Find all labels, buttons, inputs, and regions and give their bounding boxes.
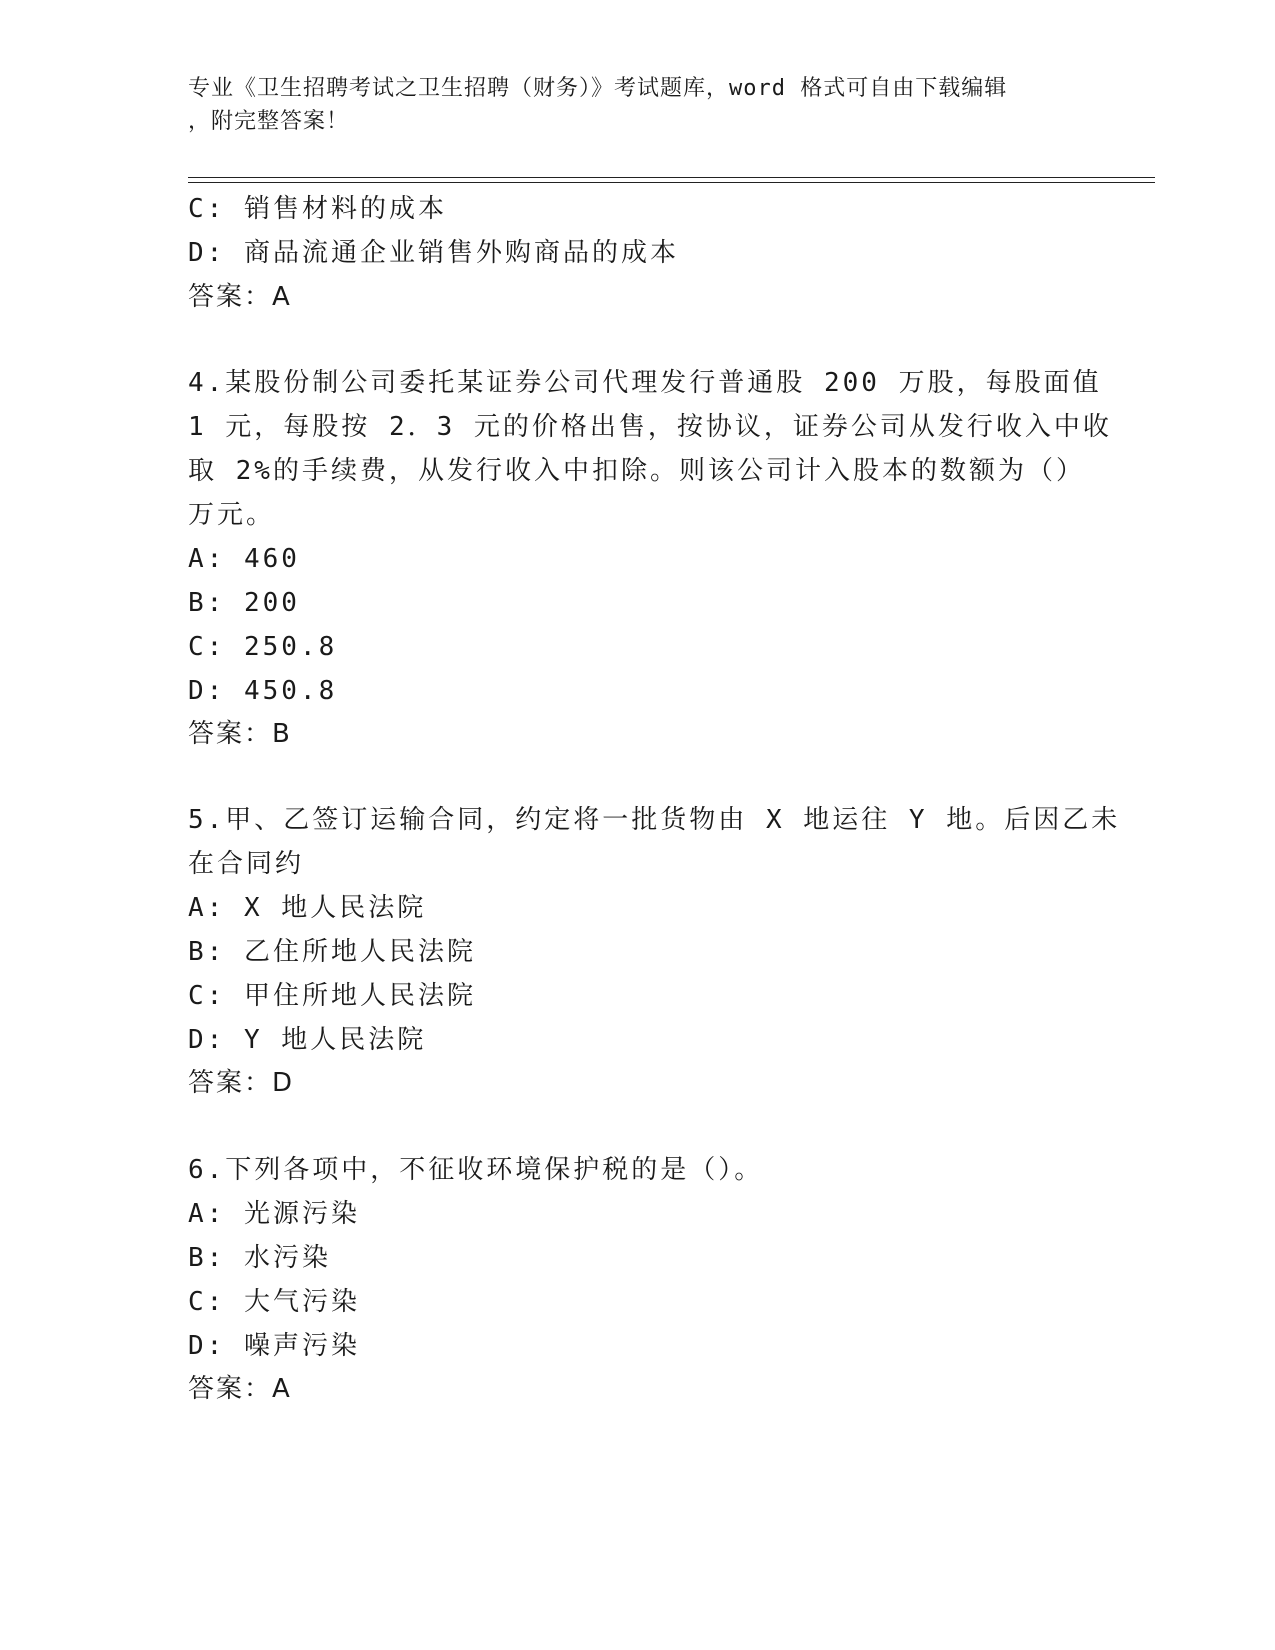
q6-option-b: B: 水污染 — [188, 1243, 331, 1273]
q4-option-c: C: 250.8 — [188, 632, 338, 662]
header-line-1: 专业《卫生招聘考试之卫生招聘（财务）》考试题库，word 格式可自由下载编辑 — [188, 76, 1008, 101]
q3-option-c: C: 销售材料的成本 — [188, 194, 447, 224]
q5-stem-line-1: 5.甲、乙签订运输合同，约定将一批货物由 X 地运往 Y 地。后因乙未 — [188, 805, 1121, 835]
q4-option-d: D: 450.8 — [188, 676, 338, 706]
q5-stem-line-2: 在合同约 — [188, 849, 305, 879]
q6-stem-line-1: 6.下列各项中，不征收环境保护税的是（）。 — [188, 1155, 764, 1185]
q6-answer: 答案：A — [188, 1374, 292, 1404]
q4-option-b: B: 200 — [188, 588, 300, 618]
q4-answer: 答案：B — [188, 719, 292, 749]
q4-stem-line-1: 4.某股份制公司委托某证券公司代理发行普通股 200 万股，每股面值 — [188, 368, 1102, 398]
q3-option-d: D: 商品流通企业销售外购商品的成本 — [188, 238, 679, 268]
q5-answer: 答案：D — [188, 1068, 295, 1098]
q4-stem-line-3: 取 2%的手续费，从发行收入中扣除。则该公司计入股本的数额为（） — [188, 456, 1085, 486]
header-divider-bottom — [188, 182, 1155, 183]
q5-option-a: A: X 地人民法院 — [188, 893, 427, 923]
q6-option-c: C: 大气污染 — [188, 1287, 360, 1317]
q6-option-a: A: 光源污染 — [188, 1199, 360, 1229]
q5-option-b: B: 乙住所地人民法院 — [188, 937, 476, 967]
q4-option-a: A: 460 — [188, 544, 300, 574]
q5-option-c: C: 甲住所地人民法院 — [188, 981, 476, 1011]
q3-answer: 答案：A — [188, 282, 292, 312]
header-divider-top — [188, 177, 1155, 178]
header-line-2: ，附完整答案！ — [188, 109, 350, 134]
q4-stem-line-4: 万元。 — [188, 500, 276, 530]
q6-option-d: D: 噪声污染 — [188, 1331, 360, 1361]
document-header — [188, 72, 1068, 138]
q4-stem-line-2: 1 元，每股按 2．3 元的价格出售，按协议，证券公司从发行收入中收 — [188, 412, 1112, 442]
q5-option-d: D: Y 地人民法院 — [188, 1025, 427, 1055]
